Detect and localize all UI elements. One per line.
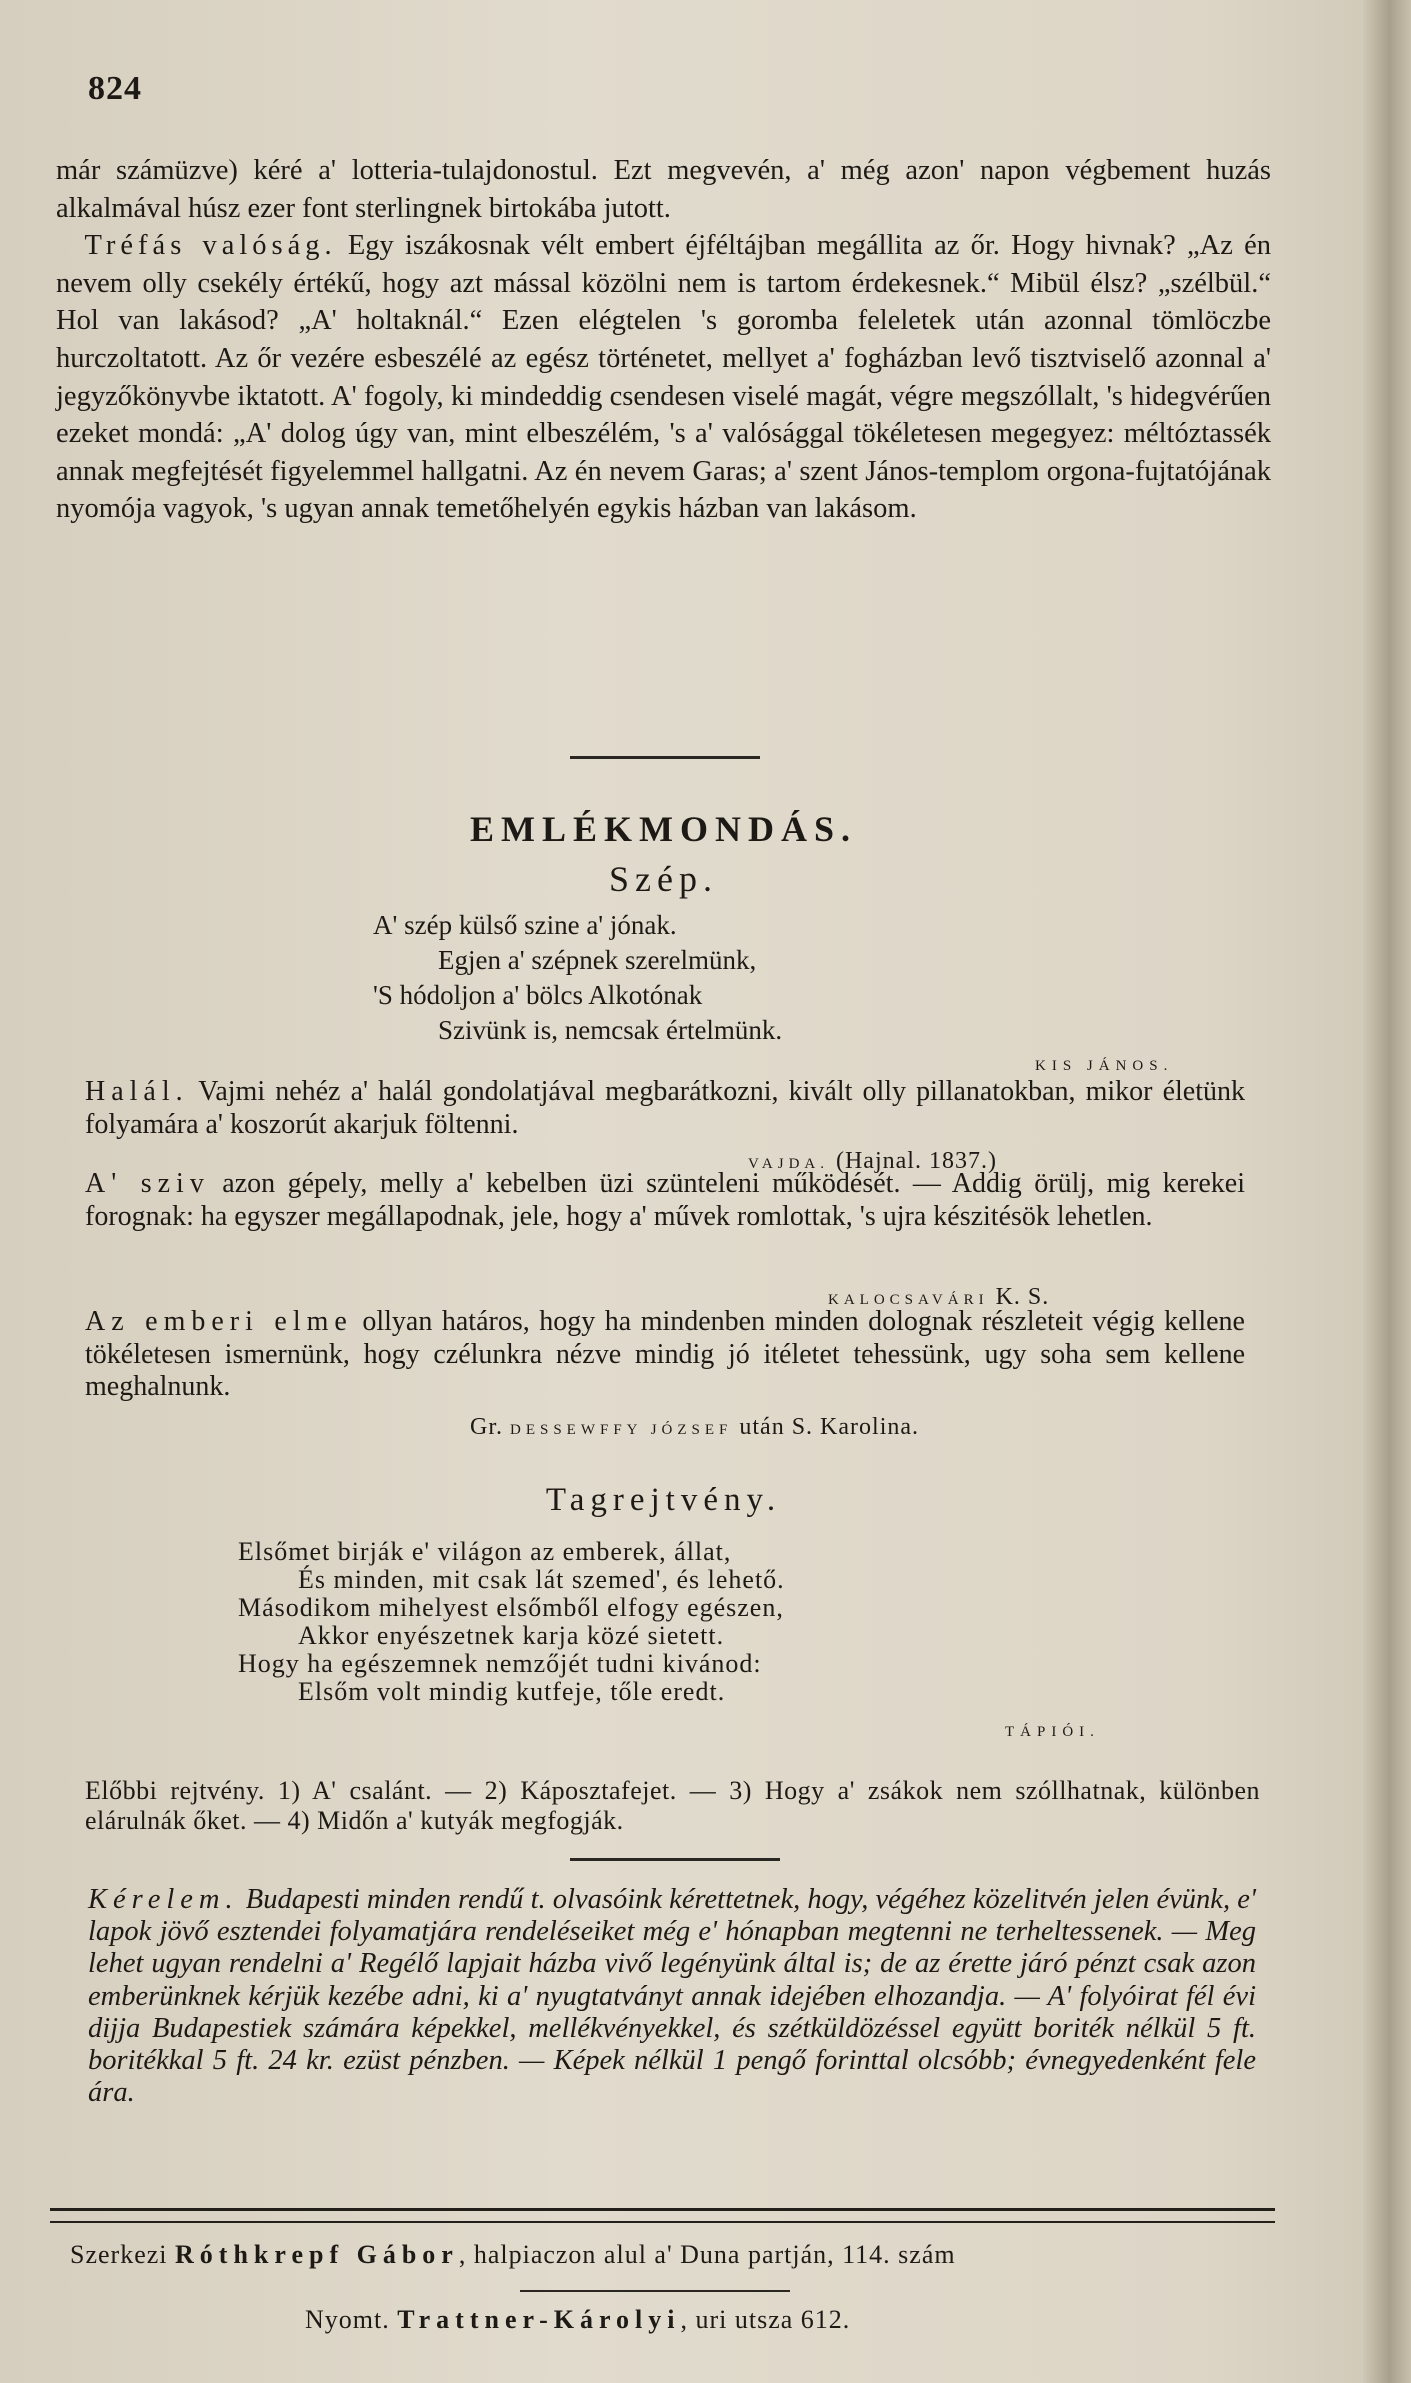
riddle-line: Elsőm volt mindig kutfeje, tőle eredt. xyxy=(298,1677,726,1706)
editor-prefix: Szerkezi xyxy=(70,2240,176,2269)
editor-address: , halpiaczon alul a' Duna partján, 114. szám xyxy=(458,2240,956,2269)
verse-line: Szivünk is, nemcsak értelmünk. xyxy=(438,1015,783,1045)
sziv-signature-initials: K. S. xyxy=(988,1284,1050,1310)
elme-text: ollyan határos, hogy ha mindenben minden dolognak részleteit végig kellene tökéletesen ismernünk, hogy czélunkra nézve mindig jó itéletet tehessünk, ugy soha sem kellene meghalnunk. xyxy=(85,1306,1245,1402)
trefas-valosag-heading: Tréfás valóság. xyxy=(84,230,337,262)
section-divider xyxy=(570,756,760,759)
kerelem-heading: Kérelem. xyxy=(88,1884,239,1915)
previous-riddle-answers: Előbbi rejtvény. 1) A' csalánt. — 2) Káposztafejet. — 3) Hogy a' zsákok nem szóllhatnak, különben elárulnák őket. — 4) Midőn a' kutyák megfogják. xyxy=(85,1776,1260,1835)
printer-address: , uri utsza 612. xyxy=(680,2305,851,2334)
sziv-signature-name: KALOCSAVÁRI xyxy=(828,1292,989,1308)
trefas-valosag-text: Egy iszákosnak vélt embert éjféltájban megállita az őr. Hogy hivnak? „Az én nevem olly csekély értékű, hogy azt mással közölni nem is tartom érdekesnek.“ Mibül élsz? „szélbül.“ Hol van lakásod? „A' holtaknál.“ Ezen elégtelen 's goromba feleletek után azonnal tömlöczbe hurczoltatott. Az őr vezére esbeszélé az egész történetet, mellyet a' fogházban levő tisztviselő azonnal a' jegyzőkönyvbe iktatott. A' fogoly, ki mindeddig csendesen viselé magát, végre megszóllalt, 's hidegvérűen ezeket mondá: „A' dolog úgy van, mint elbeszélém, 's a' valósággal tökéletesen megegyez: méltóztassék annak megfejtését figyelemmel hallgatni. Az én nevem Garas; a' szent János-templom orgona-fujtatójának nyomója vagyok, 's ugyan annak temetőhelyén egykis házban van lakásom. xyxy=(56,230,1271,525)
halal-heading: Halál. xyxy=(85,1076,189,1107)
section-title: EMLÉKMONDÁS. xyxy=(469,809,857,849)
footer-divider xyxy=(520,2290,790,2292)
editor-line xyxy=(70,2240,956,2270)
verse-line: A' szép külső szine a' jónak. xyxy=(373,910,677,940)
printer-prefix: Nyomt. xyxy=(305,2305,398,2334)
riddle-line: Hogy ha egészemnek nemzőjét tudni kivánod: xyxy=(238,1649,762,1678)
riddle-line: Akkor enyészetnek karja közé sietett. xyxy=(298,1621,725,1650)
riddle-line: Másodikom mihelyest elsőmből elfogy egészen, xyxy=(238,1593,784,1622)
kerelem-text: Budapesti minden rendű t. olvasóink kérettetnek, hogy, végéhez közelitvén jelen évünk, e' lapok jövő esztendei folyamatjára rendeléseiket még e' hónapban megtenni ne terheltessenek. — Meg lehet ugyan rendelni a' Regélő lapjait házba vivő legényünk által is; de az érette járó pénzt csak azon emberünknek kérjük kezébe adni, ki a' nyugtatványt annak idejében elhozandja. — A' folyóirat fél évi dijja Budapestiek számára képekkel, mellékvényekkel, és szétküldözéssel együtt boriték nélkül 5 ft. boritékkal 5 ft. 24 kr. ezüst pénzben. — Képek nélkül 1 pengő forinttal olcsóbb; évnegyedenként fele ára. xyxy=(88,1884,1256,2109)
elme-heading: Az emberi elme xyxy=(85,1306,353,1337)
riddle-line: Elsőmet birják e' világon az emberek, állat, xyxy=(238,1537,732,1566)
editor-name: Róthkrepf Gábor xyxy=(175,2240,459,2269)
elme-entry xyxy=(85,1306,1245,1404)
elme-signature-prefix: Gr. xyxy=(470,1414,510,1440)
verse-line: 'S hódoljon a' bölcs Alkotónak xyxy=(373,980,703,1010)
sziv-text: azon gépely, melly a' kebelben üzi szünteleni működését. — Addig örülj, mig kerekei forognak: ha egyszer megállapodnak, jele, hogy a' művek romlottak, 's ujra készitésök lehetlen. xyxy=(85,1168,1245,1232)
halal-signature-source: (Hajnal. 1837.) xyxy=(828,1148,997,1174)
halal-signature-name: VAJDA. xyxy=(748,1156,829,1172)
top-article xyxy=(56,152,1271,528)
section-divider xyxy=(570,1858,780,1861)
page-number: 824 xyxy=(88,70,142,107)
elme-signature-suffix: után S. Karolina. xyxy=(732,1414,920,1440)
verse-line: Egjen a' szépnek szerelmünk, xyxy=(438,945,757,975)
page-gutter-shadow xyxy=(1363,0,1411,2383)
riddle-title: Tagrejtvény. xyxy=(545,1482,782,1518)
riddle-signature: TÁPIÓI. xyxy=(1005,1724,1100,1740)
sziv-heading: A' sziv xyxy=(85,1168,210,1199)
halal-entry xyxy=(85,1076,1245,1141)
footer-double-rule xyxy=(50,2208,1275,2223)
elme-signature xyxy=(470,1414,919,1441)
riddle-line: És minden, mit csak lát szemed', és lehető. xyxy=(298,1565,785,1594)
top-article-line1: már számüzve) kéré a' lotteria-tulajdonostul. Ezt megvevén, a' még azon' napon végbement huzás alkalmával húsz ezer font sterlingnek birtokába jutott. xyxy=(56,155,1271,224)
printer-name: Trattner-Károlyi xyxy=(397,2305,681,2334)
section-subtitle: Szép. xyxy=(609,859,718,899)
elme-signature-name: DESSEWFFY JÓZSEF xyxy=(510,1422,733,1438)
verse-signature: KIS JÁNOS. xyxy=(1035,1058,1174,1074)
halal-text: Vajmi nehéz a' halál gondolatjával megbarátkozni, kivált olly pillanatokban, mikor életünk folyamára a' koszorút akarjuk föltenni. xyxy=(85,1076,1245,1140)
kerelem-notice xyxy=(88,1884,1256,2109)
printer-line xyxy=(305,2305,850,2335)
sziv-entry xyxy=(85,1168,1245,1233)
